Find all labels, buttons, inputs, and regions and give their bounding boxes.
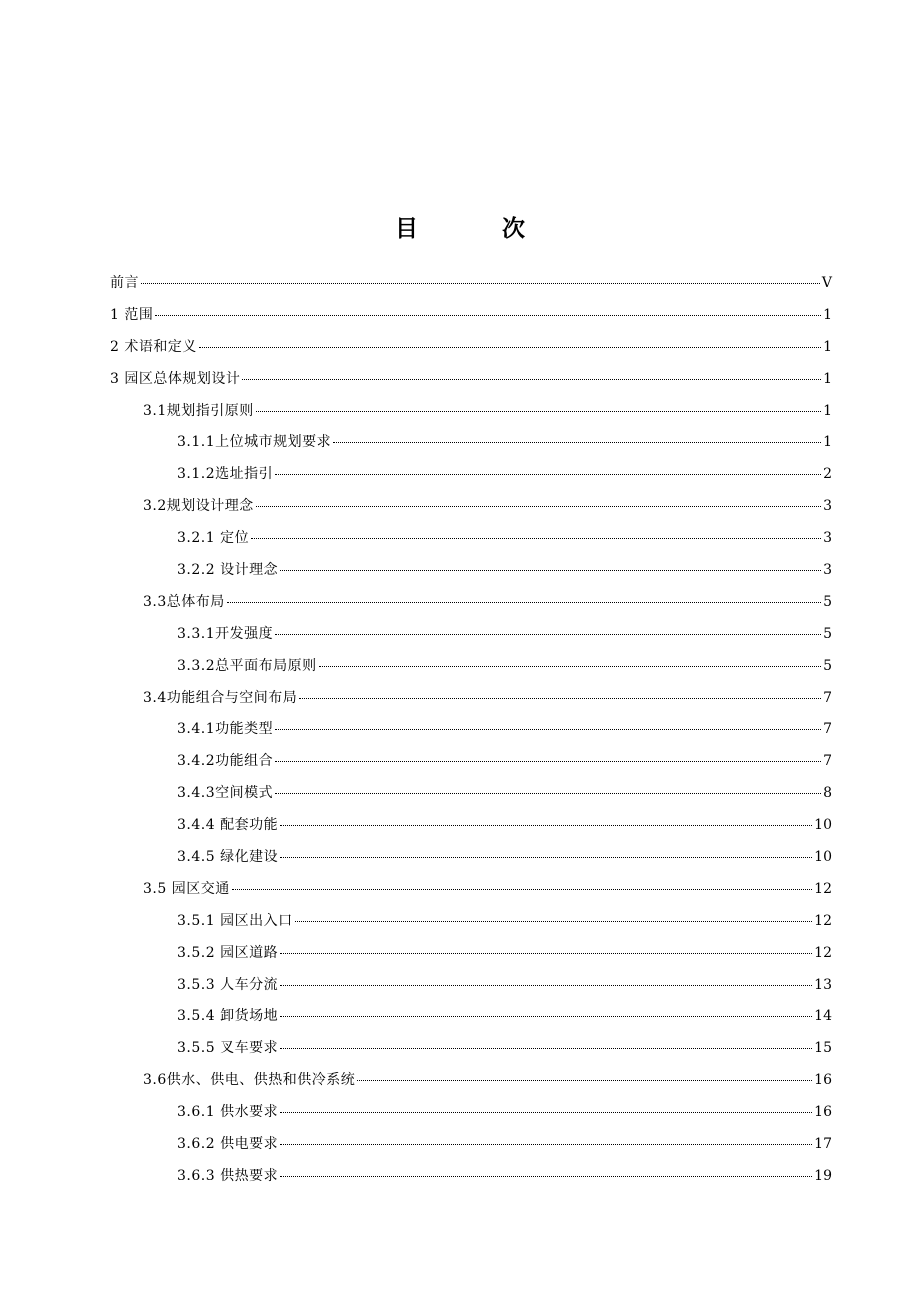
toc-entry-page-number: 1 bbox=[823, 338, 832, 355]
toc-entry-page-number: 7 bbox=[823, 753, 832, 770]
toc-entry-page-number: 3 bbox=[823, 498, 832, 515]
toc-entry[interactable] bbox=[110, 1065, 832, 1097]
toc-entry-page-number: 1 bbox=[823, 434, 832, 451]
toc-dot-leader bbox=[280, 1016, 812, 1017]
toc-dot-leader bbox=[299, 698, 821, 699]
toc-entry-page-number: 8 bbox=[823, 785, 832, 802]
toc-entry-label: 3.3.2总平面布局原则 bbox=[177, 657, 317, 674]
toc-entry-label: 3.5.1 园区出入口 bbox=[177, 912, 293, 929]
toc-entry[interactable] bbox=[110, 1097, 832, 1129]
toc-entry-page-number: 12 bbox=[814, 880, 832, 897]
toc-entry-label: 3.5.4 卸货场地 bbox=[177, 1008, 279, 1025]
toc-entry-label: 3 园区总体规划设计 bbox=[110, 370, 241, 387]
toc-entry-label: 3.5.3 人车分流 bbox=[177, 976, 279, 993]
toc-entry-label: 3.4.1功能类型 bbox=[177, 721, 274, 738]
toc-dot-leader bbox=[227, 602, 821, 603]
toc-entry-label: 3.4.2功能组合 bbox=[177, 753, 274, 770]
toc-dot-leader bbox=[280, 1048, 812, 1049]
toc-dot-leader bbox=[280, 857, 812, 858]
toc-entry[interactable] bbox=[110, 842, 832, 874]
toc-dot-leader bbox=[357, 1080, 812, 1081]
toc-entry[interactable] bbox=[110, 555, 832, 587]
toc-entry[interactable] bbox=[110, 714, 832, 746]
toc-dot-leader bbox=[280, 1112, 812, 1113]
toc-entry-page-number: 12 bbox=[814, 944, 832, 961]
toc-entry[interactable] bbox=[110, 491, 832, 523]
toc-entry-page-number: 1 bbox=[823, 402, 832, 419]
toc-dot-leader bbox=[295, 921, 813, 922]
toc-entry-label: 3.4.3空间模式 bbox=[177, 785, 274, 802]
toc-dot-leader bbox=[155, 315, 821, 316]
toc-dot-leader bbox=[141, 283, 820, 284]
toc-dot-leader bbox=[242, 379, 821, 380]
toc-entry-label: 前言 bbox=[110, 275, 139, 291]
toc-entry-page-number: 10 bbox=[814, 849, 832, 866]
toc-entry-page-number: 7 bbox=[823, 721, 832, 738]
toc-entry[interactable] bbox=[110, 746, 832, 778]
toc-entry-label: 3.1.2选址指引 bbox=[177, 466, 274, 483]
toc-dot-leader bbox=[280, 1176, 812, 1177]
toc-dot-leader bbox=[251, 538, 821, 539]
toc-dot-leader bbox=[256, 506, 821, 507]
toc-entry-page-number: 7 bbox=[823, 689, 832, 706]
toc-entry[interactable] bbox=[110, 332, 832, 364]
toc-entry[interactable] bbox=[110, 874, 832, 906]
toc-entry-page-number: V bbox=[821, 275, 832, 291]
toc-entry-page-number: 5 bbox=[823, 625, 832, 642]
toc-dot-leader bbox=[275, 793, 821, 794]
toc-entry[interactable] bbox=[110, 1161, 832, 1193]
toc-entry[interactable] bbox=[110, 619, 832, 651]
toc-entry[interactable] bbox=[110, 810, 832, 842]
toc-dot-leader bbox=[280, 953, 812, 954]
toc-entry[interactable] bbox=[110, 651, 832, 683]
toc-entry-label: 3.2.1 定位 bbox=[177, 530, 250, 547]
toc-dot-leader bbox=[275, 761, 821, 762]
toc-entry-label: 3.4功能组合与空间布局 bbox=[143, 689, 298, 706]
toc-entry-page-number: 16 bbox=[814, 1104, 832, 1121]
toc-entry-label: 3.1.1上位城市规划要求 bbox=[177, 434, 332, 451]
toc-entry[interactable] bbox=[110, 938, 832, 970]
toc-entry[interactable] bbox=[110, 427, 832, 459]
toc-entry[interactable] bbox=[110, 268, 832, 300]
toc-entry-label: 3.6.2 供电要求 bbox=[177, 1136, 279, 1153]
toc-entry-label: 2 术语和定义 bbox=[110, 338, 197, 355]
toc-entry[interactable] bbox=[110, 523, 832, 555]
toc-dot-leader bbox=[275, 634, 821, 635]
page-title: 目 次 bbox=[394, 216, 563, 243]
toc-entry-label: 3.5.5 叉车要求 bbox=[177, 1040, 279, 1057]
toc-dot-leader bbox=[275, 474, 821, 475]
toc-dot-leader bbox=[280, 825, 812, 826]
toc-entry-label: 3.6.3 供热要求 bbox=[177, 1167, 279, 1184]
toc-entry[interactable] bbox=[110, 906, 832, 938]
toc-entry[interactable] bbox=[110, 587, 832, 619]
toc-dot-leader bbox=[280, 570, 821, 571]
toc-entry-label: 3.4.5 绿化建设 bbox=[177, 849, 279, 866]
toc-dot-leader bbox=[199, 347, 821, 348]
toc-entry-label: 3.3.1开发强度 bbox=[177, 625, 274, 642]
toc-entry[interactable] bbox=[110, 300, 832, 332]
toc-entry-page-number: 17 bbox=[814, 1136, 832, 1153]
toc-entry[interactable] bbox=[110, 1033, 832, 1065]
toc-dot-leader bbox=[319, 666, 821, 667]
table-of-contents bbox=[110, 268, 832, 1193]
toc-entry-page-number: 10 bbox=[814, 817, 832, 834]
toc-entry[interactable] bbox=[110, 683, 832, 715]
toc-entry-label: 3.5.2 园区道路 bbox=[177, 944, 279, 961]
toc-entry[interactable] bbox=[110, 778, 832, 810]
toc-dot-leader bbox=[280, 1144, 812, 1145]
toc-entry[interactable] bbox=[110, 396, 832, 428]
toc-entry-page-number: 19 bbox=[814, 1167, 832, 1184]
toc-entry-page-number: 2 bbox=[823, 466, 832, 483]
toc-entry-page-number: 3 bbox=[823, 530, 832, 547]
toc-dot-leader bbox=[232, 889, 812, 890]
toc-entry-label: 3.1规划指引原则 bbox=[143, 402, 254, 419]
toc-entry-page-number: 1 bbox=[823, 370, 832, 387]
toc-dot-leader bbox=[275, 729, 821, 730]
toc-entry[interactable] bbox=[110, 970, 832, 1002]
toc-entry-page-number: 1 bbox=[823, 306, 832, 323]
toc-entry-page-number: 13 bbox=[814, 976, 832, 993]
toc-dot-leader bbox=[256, 411, 821, 412]
toc-entry[interactable] bbox=[110, 1129, 832, 1161]
toc-dot-leader bbox=[280, 985, 812, 986]
toc-entry-label: 3.3总体布局 bbox=[143, 593, 225, 610]
toc-entry[interactable] bbox=[110, 459, 832, 491]
toc-entry-page-number: 16 bbox=[814, 1072, 832, 1089]
toc-entry-page-number: 3 bbox=[823, 562, 832, 579]
toc-entry-label: 3.5 园区交通 bbox=[143, 880, 230, 897]
toc-entry-page-number: 5 bbox=[823, 593, 832, 610]
toc-entry-page-number: 14 bbox=[814, 1008, 832, 1025]
toc-entry-label: 3.4.4 配套功能 bbox=[177, 817, 279, 834]
toc-entry-label: 3.6供水、供电、供热和供冷系统 bbox=[143, 1072, 356, 1089]
toc-entry-label: 3.6.1 供水要求 bbox=[177, 1104, 279, 1121]
toc-entry-label: 3.2规划设计理念 bbox=[143, 498, 254, 515]
toc-entry-label: 3.2.2 设计理念 bbox=[177, 562, 279, 579]
toc-entry-page-number: 15 bbox=[814, 1040, 832, 1057]
toc-entry-label: 1 范围 bbox=[110, 306, 154, 323]
toc-entry-page-number: 5 bbox=[823, 657, 832, 674]
toc-entry[interactable] bbox=[110, 1001, 832, 1033]
toc-entry[interactable] bbox=[110, 364, 832, 396]
toc-dot-leader bbox=[333, 442, 821, 443]
toc-entry-page-number: 12 bbox=[814, 912, 832, 929]
